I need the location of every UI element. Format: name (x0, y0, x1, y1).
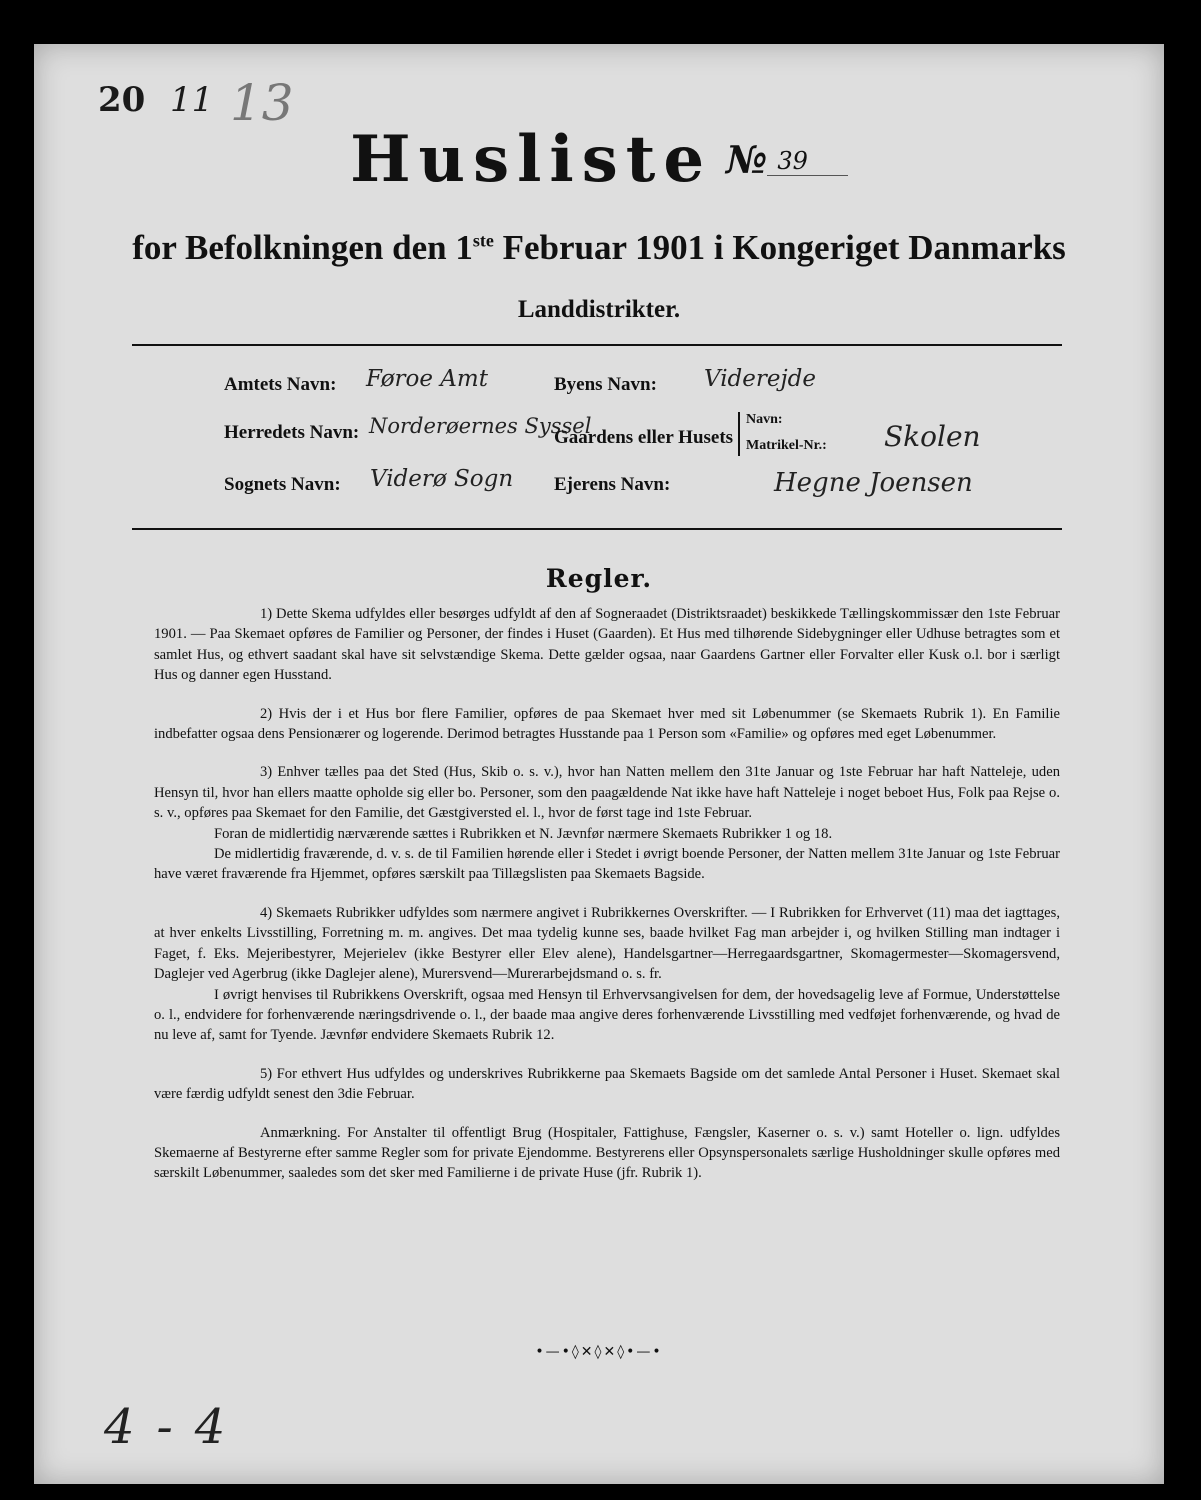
ejer-label: Ejerens Navn: (554, 474, 671, 495)
by-label: Byens Navn: (554, 374, 657, 395)
handwritten-mark-bottom: 4-4 (104, 1399, 248, 1455)
gaard-matrikel-label: Matrikel-Nr.: (746, 438, 827, 453)
rule-5: 5) For ethvert Hus udfyldes og underskrives Rubrikkerne paa Skemaets Bagside om det samlede Antal Personer i Huset. Skemaet skal være færdig udfyldt senest den 3die Februar. (154, 1065, 1060, 1103)
gaard-label: Gaardens eller Husets (554, 427, 734, 448)
ejer-value: Hegne Joensen (774, 468, 973, 498)
form-sheet (34, 44, 1164, 1484)
rules-body (154, 604, 1060, 1184)
rule-4-continued: I øvrigt henvises til Rubrikkens Overskrift, ogsaa med Hensyn til Erhvervsangivelsen for dem, der hovedsagelig leve af Formue, Understøttelse o. l., endvidere for forhenværende næringsdrivende o. l., der baade maa angive deres forhenværende Livsstilling med vedføjet forhenværende, og hvad de nu leve af, samt for Tyende. Jævnfør endvidere Skemaets Rubrik 12. (154, 986, 1060, 1044)
top-rule (132, 344, 1062, 346)
bottom-rule (132, 528, 1062, 530)
gaard-value: Skolen (884, 420, 981, 453)
rule-1: 1) Dette Skema udfyldes eller besørges udfyldt af den af Sogneraadet (Distriktsraadet) beskikkede Tællingskommissær den 1ste Februar 1901. — Paa Skemaet opføres de Familier og Personer, der findes i Huset (Gaarden). Et Hus med tilhørende Sidebygninger eller Udhuse betragtes som et samlet Hus, og ethvert saadant skal have sit selvstændige Skema. Dette gælder ogsaa, naar Gaardens Gartner eller Forvalter eller Kusk o.l. bor i særligt Hus og danner egen Husstand. (154, 606, 1060, 684)
sogn-label: Sognets Navn: (224, 474, 341, 495)
amt-label: Amtets Navn: (224, 374, 337, 395)
subtitle-pre: for Befolkningen den 1 (132, 228, 473, 267)
subtitle-sup: ste (472, 230, 494, 251)
page-title (34, 122, 1164, 197)
herred-value: Norderøernes Syssel (369, 414, 592, 438)
stamp-number-right: 11 (170, 80, 214, 120)
gaard-bracket (738, 412, 740, 456)
rule-2: 2) Hvis der i et Hus bor flere Familier, opføres de paa Skemaet hver med sit Løbenummer (se Skemaets Rubrik 1). En Familie indbefatter ogsaa dens Pensionærer og logerende. Derimod betragtes Husstande paa 1 Person som «Familie» og opføres med eget Løbenummer. (154, 705, 1060, 743)
subtitle-post: Februar 1901 i Kongeriget Danmarks (493, 228, 1066, 267)
rule-3: 3) Enhver tælles paa det Sted (Hus, Skib o. s. v.), hvor han Natten mellem den 31te Januar og 1ste Februar har haft Natteleje, uden Hensyn til, hvor han ellers maatte opholde sig eller bo. Personer, som den paagældende Nat ikke have haft Natteleje i noget beboet Hus, Folk paa Rejse o. s. v., opføres paa Skemaet for den Familie, det Gæstgiversted el. l., hvor de først tage ind 1ste Februar. (154, 764, 1060, 822)
number-label: № (726, 137, 768, 182)
subtitle (34, 228, 1164, 268)
herred-label: Herredets Navn: (224, 422, 360, 443)
annotation-note: Anmærkning. For Anstalter til offentligt Brug (Hospitaler, Fattighuse, Fængsler, Kaserner o. s. v.) samt Hoteller o. lign. udfyldes Skemaerne af Bestyrerne efter samme Regler som for private Ejendomme. Bestyrerens eller Opsynspersonalets særlige Husholdninger skulle opføres med særskilt Løbenummer, saaledes som det sker med Familierne i de private Huse (jfr. Rubrik 1). (154, 1124, 1060, 1182)
rule-3-continued-1: Foran de midlertidig nærværende sættes i Rubrikken et N. Jævnfør nærmere Skemaets Rubrikker 1 og 18. (214, 825, 833, 842)
rules-heading: Regler. (545, 564, 653, 593)
amt-value: Føroe Amt (366, 366, 488, 392)
ornament-divider: •—•◊✕◊✕◊•—• (535, 1344, 663, 1360)
rule-3-continued-2: De midlertidig fraværende, d. v. s. de til Familien hørende eller i Stedet i øvrigt boende Personer, der Natten mellem 31te Januar og 1ste Februar have været fraværende fra Hjemmet, opføres særskilt paa Tillægslisten paa Skemaets Bagside. (154, 846, 1060, 883)
by-value: Viderejde (704, 366, 816, 392)
subsubtitle: Landdistrikter. (517, 296, 681, 323)
gaard-navn-label: Navn: (746, 412, 783, 427)
rule-4: 4) Skemaets Rubrikker udfyldes som nærmere angivet i Rubrikkernes Overskrifter. — I Rubrikken for Erhvervet (11) maa det iagttages, at hver enkelts Livsstilling, Forretning m. m. angives. Det maa tydelig kunne ses, baade hvilket Fag man arbejder i, og hvilken Stilling man indtager i Faget, f. Eks. Mejeribestyrer, Mejerielev (ikke Bestyrer eller Elev alene), Handelsgartner—Herregaardsgartner, Skomagermester—Skomagersvend, Daglejer ved Agerbrug (ikke Daglejer alene), Murersvend—Murerarbejdsmand o. s. fr. (154, 904, 1060, 983)
handwritten-mark-top: 13 (230, 74, 294, 132)
stamp-number-left: 20 (98, 80, 146, 120)
title-text: Husliste (350, 122, 713, 197)
list-number: 39 (767, 147, 848, 176)
sogn-value: Viderø Sogn (370, 466, 514, 492)
